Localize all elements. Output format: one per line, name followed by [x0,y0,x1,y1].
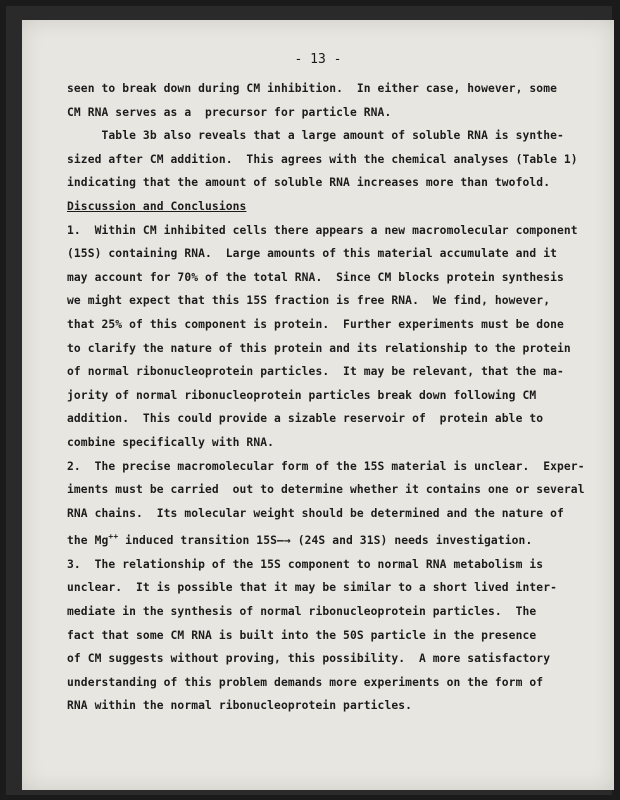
text-line-mg [67,525,587,553]
section-heading: Discussion and Conclusions [67,199,247,213]
text-line: Table 3b also reveals that a large amount of soluble RNA is synthe- [67,129,564,143]
text-line: may account for 70% of the total RNA. Since CM blocks protein synthesis [67,270,564,284]
text-line: seen to break down during CM inhibition. In either case, however, some [67,82,557,95]
text-line: 2. The precise macromolecular form of the 15S material is unclear. Exper- [67,459,585,473]
scan-border [6,6,612,795]
text-line: sized after CM addition. This agrees with the chemical analyses (Table 1) [67,152,578,166]
text-line: of CM suggests without proving, this possibility. A more satisfactory [67,652,551,666]
mg-line-rest: induced transition 15S—→ (24S and 31S) needs investigation. [118,534,533,548]
text-line: indicating that the amount of soluble RNA increases more than twofold. [67,176,551,190]
text-line: jority of normal ribonucleoprotein particles break down following CM [67,388,537,402]
text-line: we might expect that this 15S fraction is free RNA. We find, however, [67,294,551,308]
text-line: addition. This could provide a sizable reservoir of protein able to [67,412,544,426]
text-line: CM RNA serves as a precursor for particle RNA. [67,105,392,119]
text-line: unclear. It is possible that it may be similar to a short lived inter- [67,581,557,595]
page-number: - 13 - [294,52,342,67]
mg-label: the Mg [67,534,109,548]
text-line: 1. Within CM inhibited cells there appears a new macromolecular component [67,223,578,237]
text-line: mediate in the synthesis of normal ribonucleoprotein particles. The [67,605,537,619]
text-line: (15S) containing RNA. Large amounts of this material accumulate and it [67,247,557,261]
text-line: RNA chains. Its molecular weight should be determined and the nature of [67,506,564,520]
text-line: RNA within the normal ribonucleoprotein particles. [67,699,413,713]
mg-superscript: ++ [108,532,119,542]
text-line: understanding of this problem demands more experiments on the form of [67,675,544,689]
text-line: fact that some CM RNA is built into the 50S particle in the presence [67,628,537,642]
text-line: that 25% of this component is protein. Further experiments must be done [67,317,564,331]
text-line: of normal ribonucleoprotein particles. It may be relevant, that the ma- [67,365,564,379]
text-line: combine specifically with RNA. [67,435,275,449]
text-line: 3. The relationship of the 15S component to normal RNA metabolism is [67,557,544,571]
document-page [22,20,614,790]
body-text [67,77,587,718]
text-line: iments must be carried out to determine whether it contains one or several [67,483,585,497]
text-line: to clarify the nature of this protein and its relationship to the protein [67,341,571,355]
